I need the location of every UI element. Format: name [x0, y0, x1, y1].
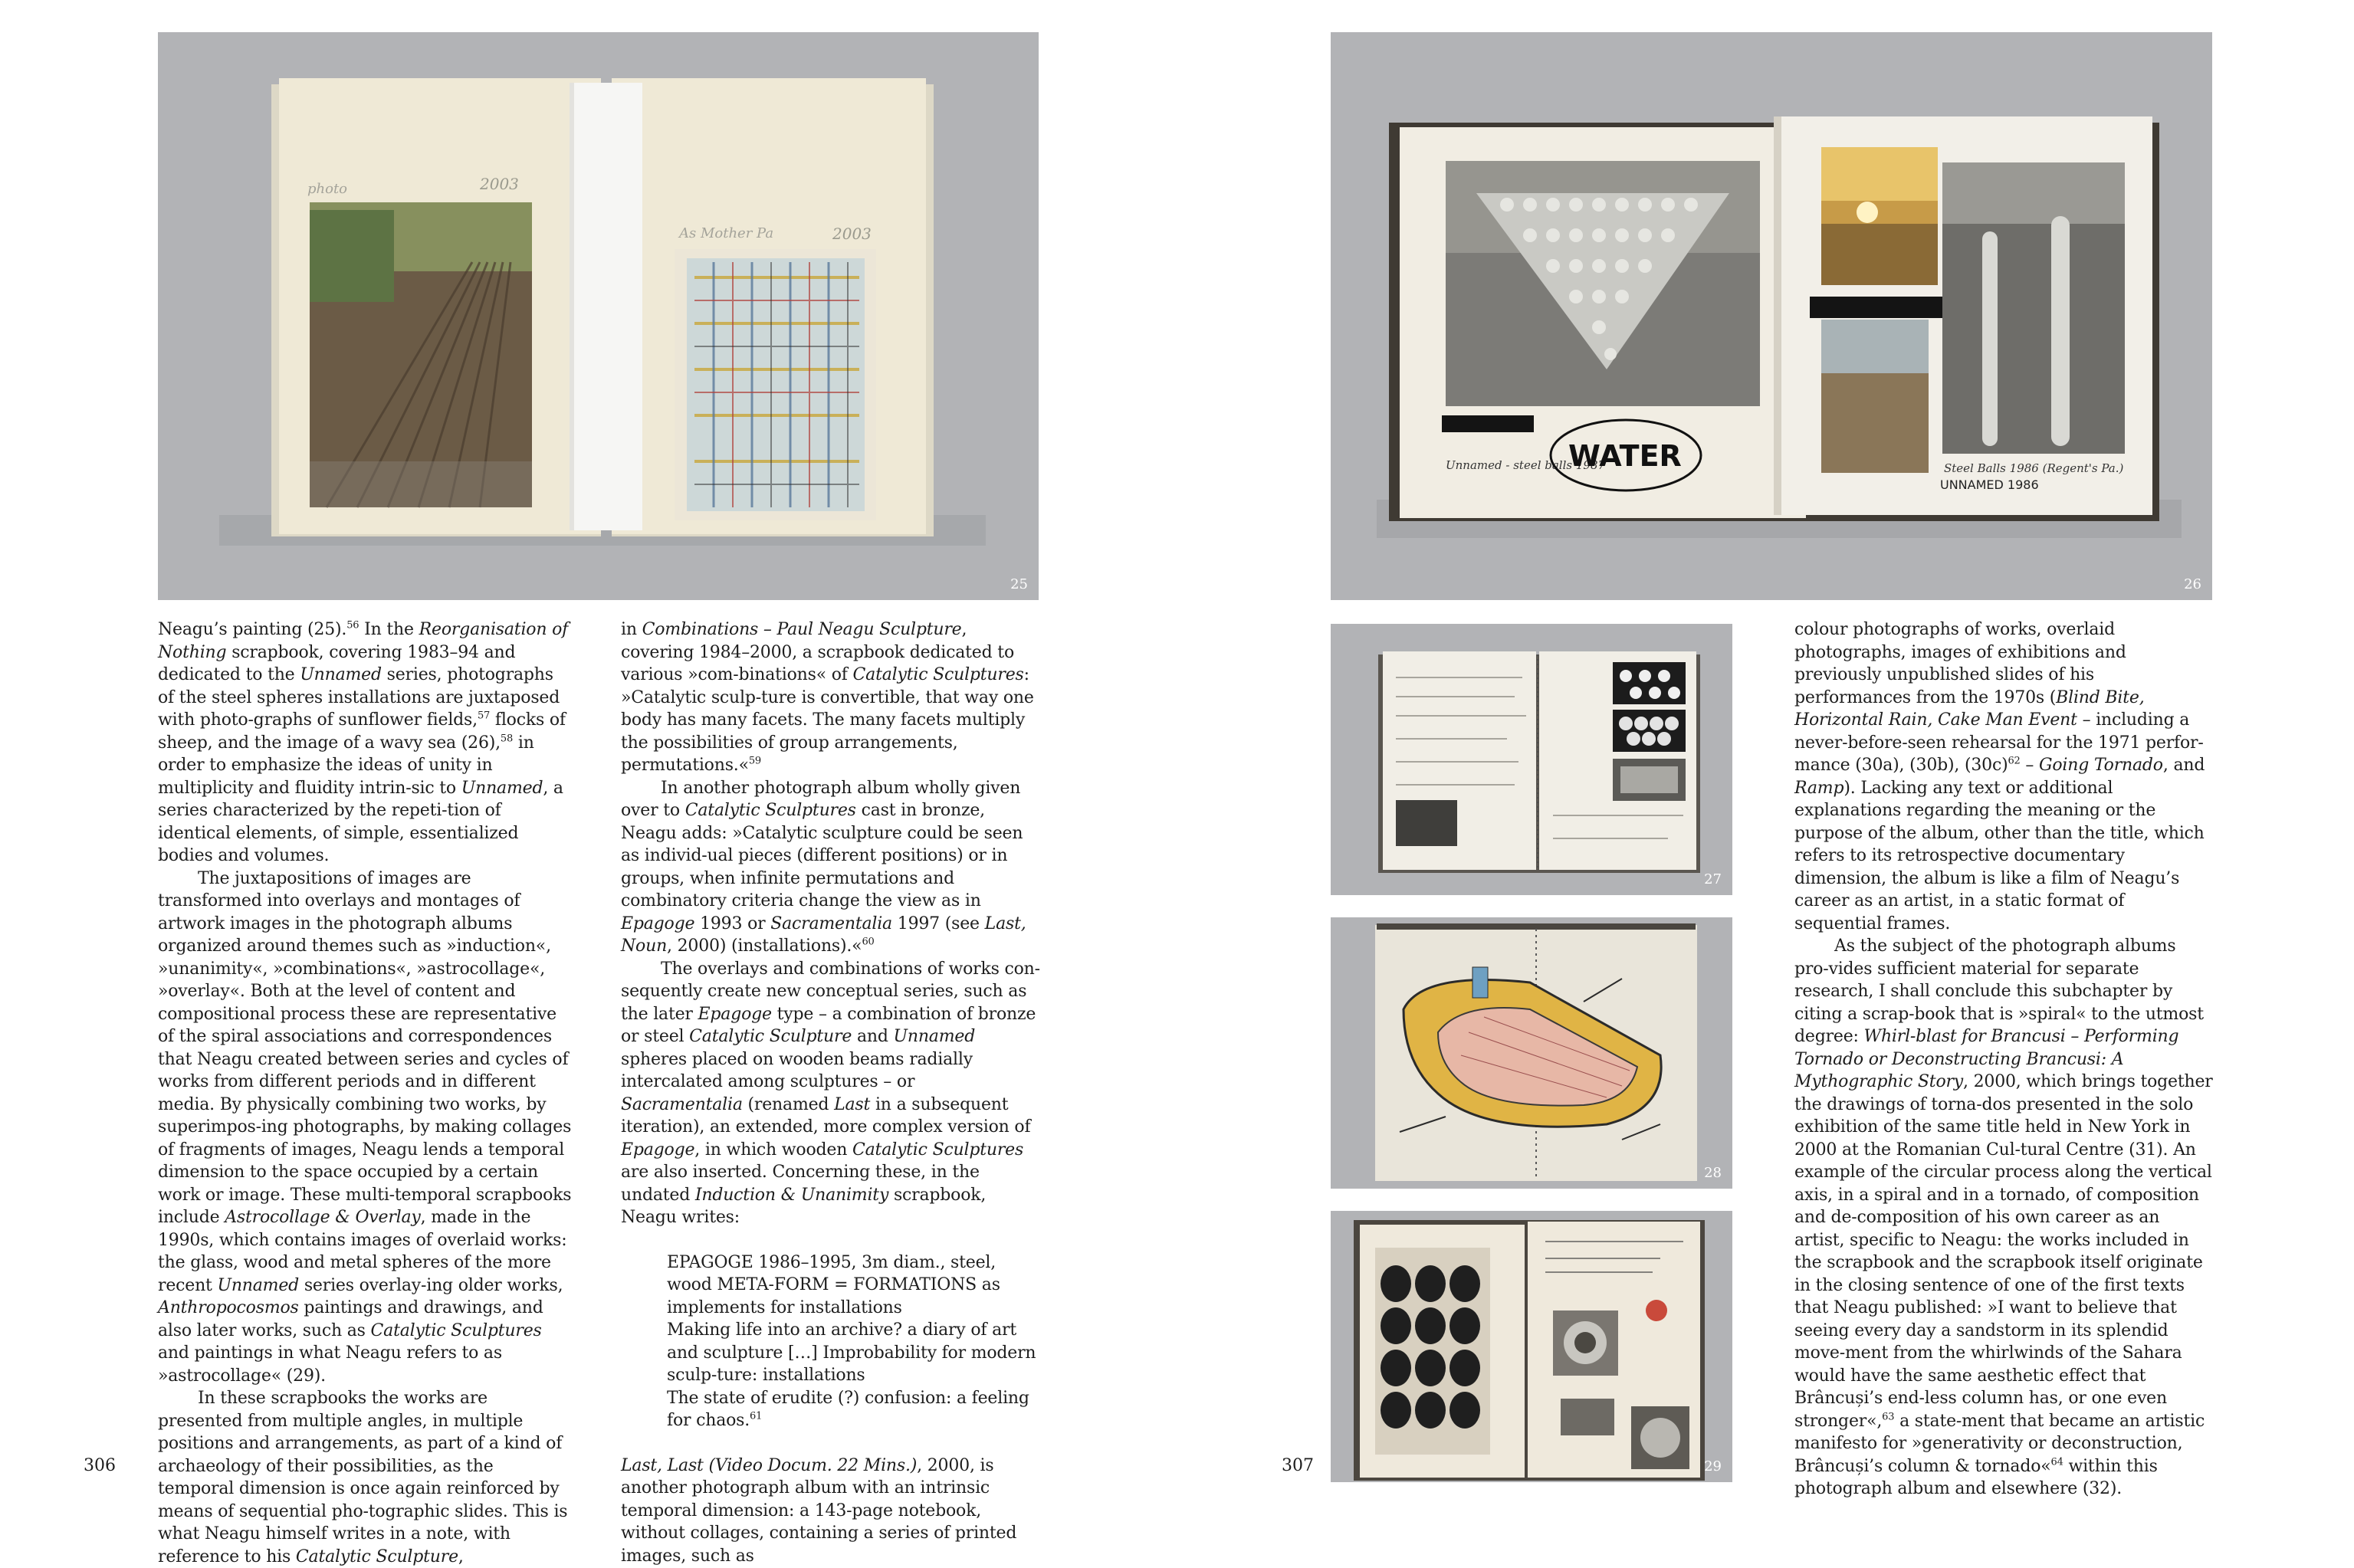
figure-27	[1331, 624, 1732, 895]
scrapbook-photo-27	[1331, 624, 1732, 895]
paragraph: In these scrapbooks the works are presented from multiple angles, in multiple positions and arrangements, as part of a kind of archaeology of their possibilities, as the temporal dimension is once again reinforced by means of sequential pho-tographic slides. This is what Neagu himself writes in a note, with reference to his Catalytic Sculpture,	[158, 1389, 568, 1566]
figure-number: 26	[2184, 576, 2201, 592]
figure-number: 25	[1010, 576, 1028, 592]
figure-number: 27	[1704, 871, 1722, 887]
fig26-handwritten-caption-2: Steel Balls 1986 (Regent's Pa.)	[1944, 461, 2124, 475]
scrapbook-photo-28	[1331, 917, 1732, 1189]
figure-26	[1331, 32, 2212, 600]
fig25-right-note: As Mother Pa	[679, 225, 774, 241]
fig26-water-label: WATER	[1568, 439, 1682, 473]
paragraph: The state of erudite (?) confusion: a feeling for chaos.$^{61}$	[667, 1388, 1029, 1430]
figure-number: 28	[1704, 1165, 1722, 1181]
scrapbook-photo-25	[158, 32, 1039, 600]
page-number-left: 306	[84, 1456, 116, 1475]
text-column-2	[621, 618, 1041, 1567]
text-column-3	[1794, 618, 2214, 1501]
figure-28	[1331, 917, 1732, 1189]
fig26-handwritten-caption: Unnamed - steel balls 1987	[1446, 458, 1606, 472]
scrapbook-photo-26	[1331, 32, 2212, 600]
paragraph: Last, Last (Video Docum. 22 Mins.), 2000, is another photograph album with an intrinsic temporal dimension: a 143-page notebook, without collages, containing a series of printed images, such as	[621, 1455, 1017, 1566]
page-number-right: 307	[1282, 1456, 1314, 1475]
paragraph: In another photograph album wholly given over to Catalytic Sculptures cast in bronze, Neagu adds: »Catalytic sculpture could be seen as individ-ual pieces (different positions) or in groups, when infinite permutations and combinatory criteria change the view as in Epagoge 1993 or Sacramentalia 1997 (see Last, Noun, 2000) (installations).«$^{60}$	[621, 778, 1026, 956]
text-column-1	[158, 618, 572, 1568]
paragraph: colour photographs of works, overlaid photographs, images of exhibitions and previously unpublished slides of his performances from the 1970s (Blind Bite, Horizontal Rain, Cake Man Event – including a never-before-seen rehearsal for the 1971 perfor-mance (30a), (30b), $(30c)^{62}$ – Going Tornado, and Ramp). Lacking any text or additional explanations regarding the meaning or the purpose of the album, other than the title, which refers to its retrospective documentary dimension, the album is like a film of Neagu’s career as an artist, in a static format of sequential frames.	[1794, 620, 2205, 933]
figure-29	[1331, 1211, 1732, 1482]
figure-number: 29	[1704, 1458, 1722, 1475]
paragraph: EPAGOGE 1986–1995, 3m diam., steel, wood META-FORM = FORMATIONS as implements for installations	[667, 1252, 1000, 1317]
fig25-left-year: 2003	[480, 175, 519, 193]
fig26-handwritten-caption-3: UNNAMED 1986	[1940, 477, 2039, 492]
paragraph: As the subject of the photograph albums pro-vides sufficient material for separate research, I shall conclude this subchapter by citing a scrap-book that is »spiral« to the utmost degree: Whirl-blast for Brancusi – Performing Tornado or Deconstructing Brancusi: A Mythographic Story, 2000, which brings together the drawings of torna-dos presented in the solo exhibition of the same title held in New York in 2000 at the Romanian Cul-tural Centre (31). An example of the circular process along the vertical axis, in a spiral and in a tornado, of composition and de-composition of his own career as an artist, specific to Neagu: the works included in the scrapbook and the scrapbook itself originate in the closing sentence of one of the first texts that Neagu published: »I want to believe that seeing every day a sandstorm in its splendid move-ment from the whirlwinds of the Sahara would have the same aesthetic effect that Brâncuși’s end-less column has, or one even stronger«,$^{63}$ a state-ment that became an artistic manifesto for »generativity or deconstruction, Brâncuși’s column & tornado«$^{64}$ within this photograph album and elsewhere (32).	[1794, 937, 2213, 1498]
paragraph: Neagu’s painting (25).$^{56}$ In the Reorganisation of Nothing scrapbook, covering 1983–94 and dedicated to the Unnamed series, photographs of the steel spheres installations are juxtaposed with photo-graphs of sunflower fields,$^{57}$ flocks of sheep, and the image of a wavy sea (26),$^{58}$ in order to emphasize the ideas of unity in multiplicity and fluidity intrin-sic to Unnamed, a series characterized by the repeti-tion of identical elements, of simple, essentialized bodies and volumes.	[158, 619, 569, 865]
scrapbook-photo-29	[1331, 1211, 1732, 1482]
fig25-right-year: 2003	[832, 225, 872, 243]
paragraph: in Combinations – Paul Neagu Sculpture, covering 1984–2000, a scrapbook dedicated to various »com-binations« of Catalytic Sculptures: »Catalytic sculp-ture is convertible, that way one body has many facets. The many facets multiply the possibilities of group arrangements, permutations.«$^{59}$	[621, 620, 1034, 775]
paragraph: The juxtapositions of images are transformed into overlays and montages of artwork images in the photograph albums organized around themes such as »induction«, »unanimity«, »combinations«, »astrocollage«, »overlay«. Both at the level of content and compositional process these are representative of the spiral associations and correspondences that Neagu created between series and cycles of works from different periods and in different media. By physically combining two works, by superimpos-ing photographs, by making collages of fragments of images, Neagu lends a temporal dimension to the space occupied by a certain work or image. These multi-temporal scrapbooks include Astrocollage & Overlay, made in the 1990s, which contains images of overlaid works: the glass, wood and metal spheres of the more recent Unnamed series overlay-ing older works, Anthropocosmos paintings and drawings, and also later works, such as Catalytic Sculptures and paintings in what Neagu refers to as »astrocollage« (29).	[158, 868, 572, 1386]
figure-25	[158, 32, 1039, 600]
paragraph: The overlays and combinations of works con-sequently create new conceptual series, such as the later Epagoge type – a combination of bronze or steel Catalytic Sculpture and Unnamed spheres placed on wooden beams radially intercalated among sculptures – or Sacramentalia (renamed Last in a subsequent iteration), an extended, more complex version of Epagoge, in which wooden Catalytic Sculptures are also inserted. Concerning these, in the undated Induction & Unanimity scrapbook, Neagu writes:	[621, 959, 1040, 1227]
fig25-left-note: photo	[307, 181, 348, 197]
paragraph: Making life into an archive? a diary of art and sculpture […] Improbability for modern sculp-ture: installations	[667, 1320, 1036, 1385]
